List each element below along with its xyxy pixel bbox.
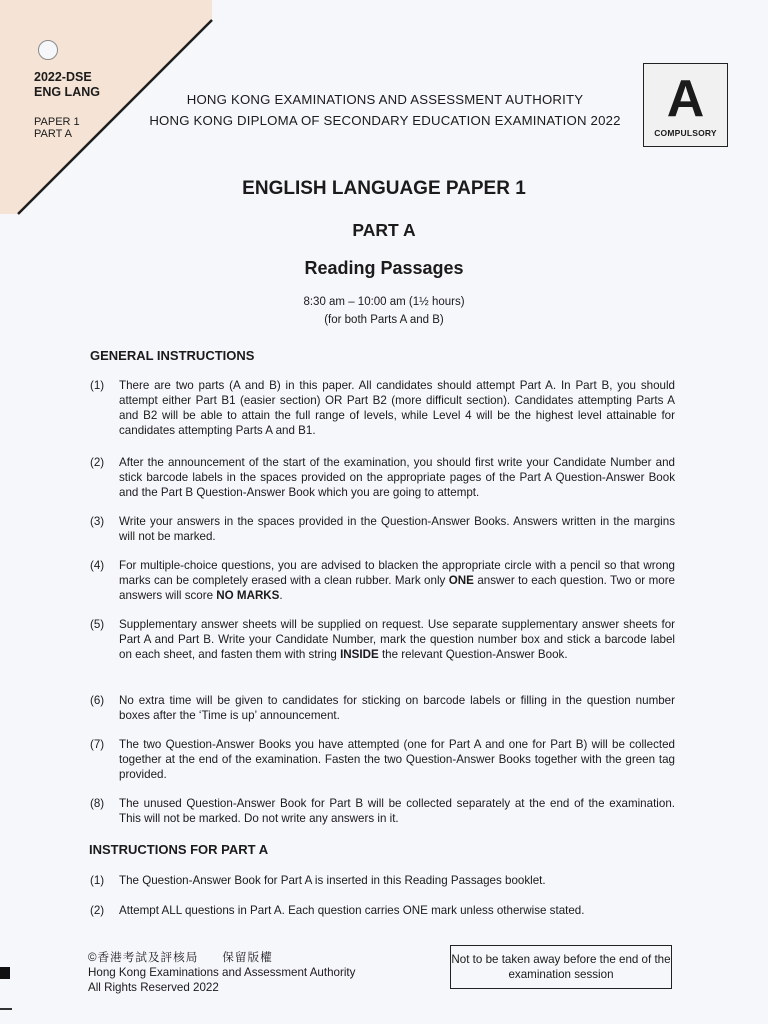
emphasis-one: ONE	[448, 574, 474, 587]
item-number: (2)	[90, 456, 105, 469]
copyright-org: Hong Kong Examinations and Assessment Authority	[88, 966, 356, 979]
general-instructions-heading: GENERAL INSTRUCTIONS	[90, 348, 255, 363]
corner-code: 2022-DSE	[34, 70, 92, 84]
paper-title: ENGLISH LANGUAGE PAPER 1	[242, 178, 526, 199]
part-a-instructions-heading: INSTRUCTIONS FOR PART A	[89, 842, 269, 857]
item-number: (6)	[90, 694, 105, 707]
compulsory-badge	[643, 63, 728, 147]
registration-mark	[0, 967, 10, 979]
general-instruction-6	[90, 693, 675, 723]
corner-part: PART A	[34, 128, 72, 140]
copyright-chinese: ©香港考試及評核局 保留版權	[88, 951, 273, 964]
reserved-chinese: 保留版權	[222, 951, 273, 964]
item-text: There are two parts (A and B) in this paper. All candidates should attempt Part A. In Part B, you should attempt either Part B1 (easier section) OR Part B2 (more difficult section). Candidates attempting Parts A and B2 will be able to attain the full range of levels, while Level 4 will be the highest level attainable for candidates attempting Parts A and B1.	[119, 379, 675, 437]
exam-name: HONG KONG DIPLOMA OF SECONDARY EDUCATION EXAMINATION 2022	[149, 113, 621, 128]
item-number: (5)	[90, 618, 105, 631]
exam-time	[0, 293, 768, 329]
part-a-instruction-1	[90, 873, 675, 888]
item-number: (1)	[90, 379, 105, 392]
item-number: (4)	[90, 559, 105, 572]
emphasis-inside: INSIDE	[340, 648, 379, 661]
general-instruction-3	[90, 514, 675, 544]
time-duration: 8:30 am – 10:00 am (1½ hours)	[303, 296, 465, 308]
emphasis-no-marks: NO MARKS	[216, 589, 280, 602]
item-number: (3)	[90, 515, 105, 528]
copyright-rights: All Rights Reserved 2022	[88, 981, 219, 994]
badge-letter: A	[666, 70, 705, 128]
part-title: PART A	[352, 220, 416, 240]
general-instruction-5	[90, 617, 675, 662]
general-instruction-8	[90, 796, 675, 826]
corner-subject: ENG LANG	[34, 85, 100, 99]
header	[130, 89, 640, 131]
corner-paper: PAPER 1	[34, 116, 80, 128]
corner-label	[34, 70, 100, 140]
item-text: No extra time will be given to candidates for sticking on barcode labels or filling in the question number boxes after the ‘Time is up’ announcement.	[119, 694, 675, 722]
punch-hole	[38, 40, 58, 60]
badge-caption: COMPULSORY	[654, 128, 717, 138]
authority-name: HONG KONG EXAMINATIONS AND ASSESSMENT AUTHORITY	[186, 92, 584, 107]
item-number: (1)	[90, 874, 105, 887]
item-number: (8)	[90, 797, 105, 810]
item-text: Attempt ALL questions in Part A. Each question carries ONE mark unless otherwise stated.	[119, 904, 585, 917]
item-text: The unused Question-Answer Book for Part B will be collected separately at the end of the examination. This will not be marked. Do not write any answers in it.	[119, 797, 675, 825]
item-text: For multiple-choice questions, you are advised to blacken the appropriate circle with a pencil so that wrong marks can be completely erased with a clean rubber. Mark only ONE answer to each question. Two or more answers will score NO MARKS.	[119, 559, 676, 602]
item-number: (2)	[90, 904, 105, 917]
time-note: (for both Parts A and B)	[324, 314, 444, 326]
item-text: The Question-Answer Book for Part A is inserted in this Reading Passages booklet.	[119, 874, 546, 887]
general-instruction-4	[90, 558, 675, 603]
subtitle: Reading Passages	[304, 258, 464, 278]
general-instruction-1	[90, 378, 675, 438]
item-number: (7)	[90, 738, 105, 751]
margin-tick	[0, 1008, 12, 1010]
copyright-block	[88, 950, 355, 995]
general-instruction-7	[90, 737, 675, 782]
part-a-instruction-2	[90, 903, 675, 918]
item-text: After the announcement of the start of the examination, you should first write your Candidate Number and stick barcode labels in the spaces provided on the appropriate pages of the Part A Question-Answer Book and the Part B Question-Answer Book which you are going to attempt.	[119, 456, 675, 499]
general-instruction-2	[90, 455, 675, 500]
take-away-notice: Not to be taken away before the end of the examination session	[450, 945, 672, 989]
item-text: The two Question-Answer Books you have attempted (one for Part A and one for Part B) will be collected together at the end of the examination. Fasten the two Question-Answer Books together with the green tag provided.	[119, 738, 675, 781]
item-text: Supplementary answer sheets will be supplied on request. Use separate supplementary answer sheets for Part A and Part B. Write your Candidate Number, mark the question number box and stick a barcode label on each sheet, and fasten them with string INSIDE the relevant Question-Answer Book.	[119, 618, 675, 661]
item-text: Write your answers in the spaces provided in the Question-Answer Books. Answers written in the margins will not be marked.	[119, 515, 675, 543]
